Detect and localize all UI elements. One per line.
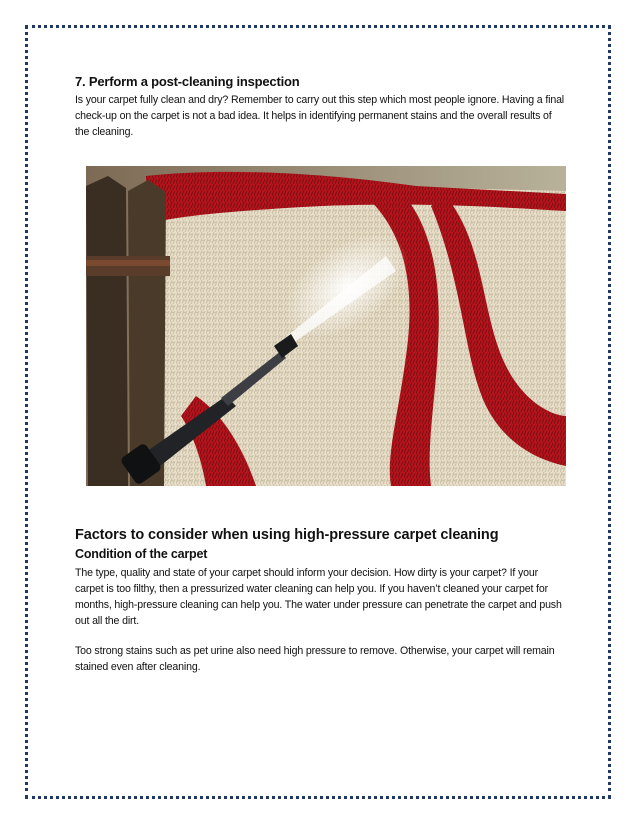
section-heading-factors: Factors to consider when using high-pressure carpet cleaning: [75, 527, 499, 543]
carpet-pressure-washing-photo: [86, 166, 566, 486]
pressure-washer-carpet-illustration: [86, 166, 566, 486]
paragraph-strong-stains: Too strong stains such as pet urine also need high pressure to remove. Otherwise, your carpet will remain stained even after cleaning.: [75, 645, 555, 673]
paragraph-post-cleaning-inspection: Is your carpet fully clean and dry? Remember to carry out this step which most people ignore. Having a final check-up on the carpet is not a bad idea. It helps in identifying permanent stains and the overall results of the cleaning.: [75, 94, 565, 138]
paragraph-carpet-condition: The type, quality and state of your carpet should inform your decision. How dirty is your carpet? If your carpet is too filthy, then a pressurized water cleaning can help you. If you haven’t cleaned your carpet for months, high-pressure cleaning can help you. The water under pressure can penetrate the carpet and push out all the dirt.: [75, 567, 562, 627]
subheading-condition-of-carpet: Condition of the carpet: [75, 547, 208, 561]
section-heading-post-cleaning-inspection: 7. Perform a post-cleaning inspection: [75, 74, 300, 89]
